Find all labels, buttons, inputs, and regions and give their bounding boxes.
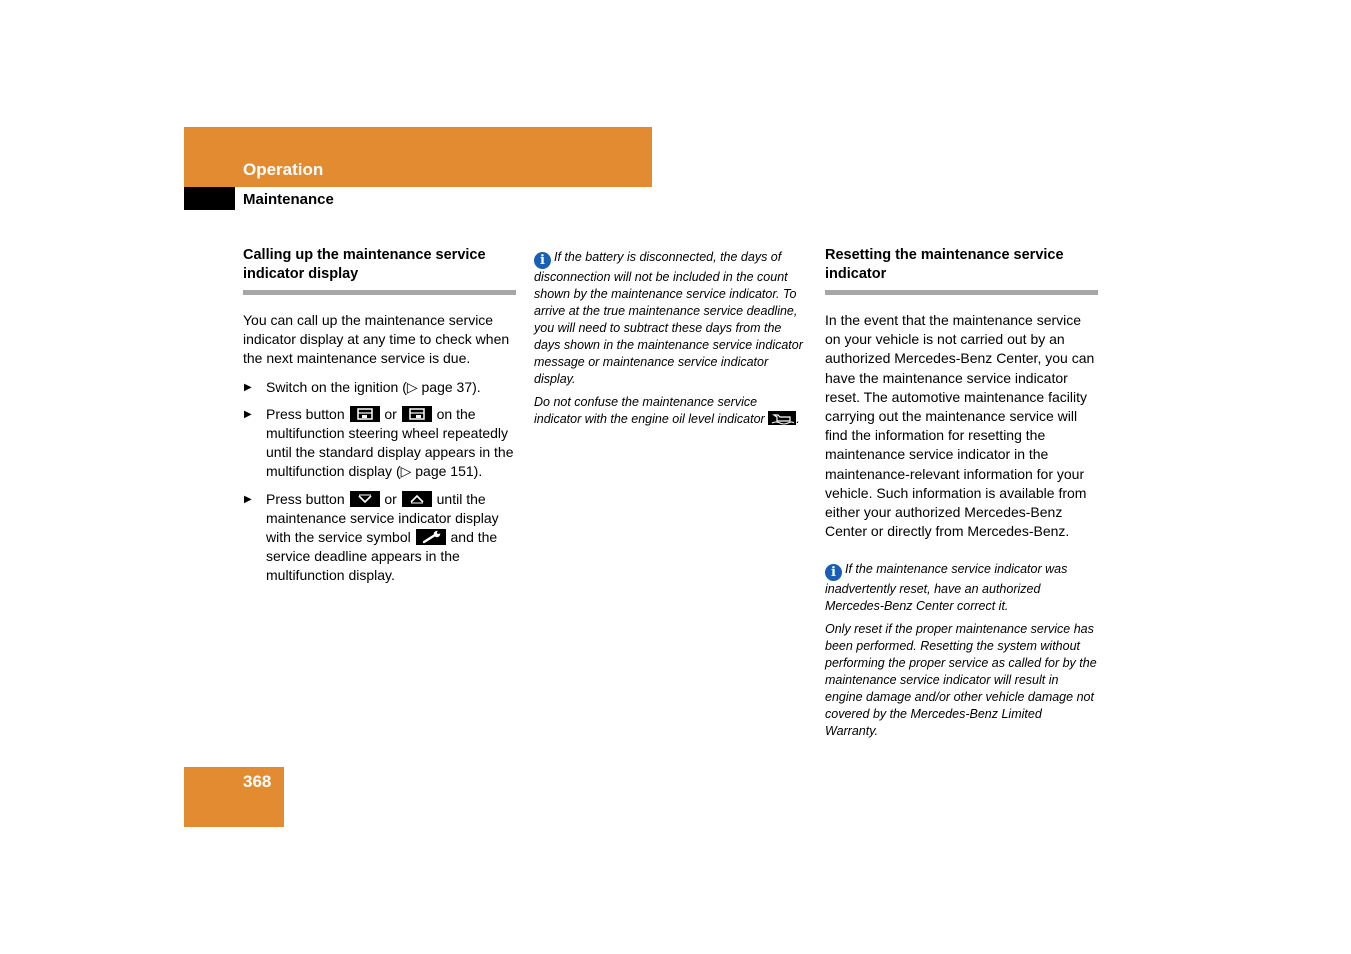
step-service-display [243,490,516,586]
resetting-heading: Resetting the maintenance service indicator [825,246,1098,295]
info-icon: i [825,564,842,581]
bullet-arrow-icon: ▶ [244,493,252,505]
oil-note-text: Do not confuse the maintenance service indicator with the engine oil level indicator [534,395,765,426]
calling-up-intro: You can call up the maintenance service indicator display at any time to check when the next maintenance service is due. [243,312,510,367]
step-text: Press button [266,405,345,422]
section-marker [184,187,235,210]
engine-oil-level-icon [768,411,796,425]
reset-warning-note: Only reset if the proper maintenance service has been performed. Resetting the system without performing the proper service as called for by the maintenance service indicator will result in engine damage and/or other vehicle damage not covered by the Mercedes-Benz Limited Warranty. [825,622,1097,739]
or-text: or [384,490,397,507]
section-title: Operation [243,160,324,179]
info-icon: i [534,252,551,269]
scroll-down-button-icon [350,491,380,507]
calling-up-heading: Calling up the maintenance service indicator display [243,246,516,295]
battery-note-text: If the battery is disconnected, the days of disconnection will not be included in the count shown by the maintenance service indicator. To arrive at the true maintenance service deadline, you will need to subtract these days from the days shown in the maintenance service indicator message or maintenance service indicator display. [534,250,803,386]
resetting-body: In the event that the maintenance service on your vehicle is not carried out by an authorized Mercedes-Benz Center, you can have the maintenance service indicator reset. The automotive maintenance facility carrying out the maintenance service will find the information for resetting the maintenance service indicator in the maintenance-relevant information for your vehicle. Such information is available from either your authorized Mercedes-Benz Center or directly from Mercedes-Benz. [825,312,1095,540]
bullet-arrow-icon: ▶ [244,381,252,393]
step-text: until the maintenance service indicator display with the service symbol [266,490,499,546]
scroll-up-button-icon [402,491,432,507]
or-text: or [384,405,397,422]
column-battery-note [534,249,806,428]
previous-display-button-icon [402,406,432,422]
column-calling-up [243,246,516,586]
step-press-buttons [243,405,516,482]
reset-info-note [825,561,1098,615]
step-list [243,378,516,586]
bullet-arrow-icon: ▶ [244,408,252,420]
page-number: 368 [243,772,272,791]
subsection-title: Maintenance [243,191,334,208]
next-display-button-icon [350,406,380,422]
reset-info-text: If the maintenance service indicator was inadvertently reset, have an authorized Mercedes-Benz Center correct it. [825,562,1068,614]
step-text: and the service deadline appears in the multifunction display. [266,529,498,584]
oil-note-end: . [796,412,800,426]
column-resetting [825,246,1098,740]
step-text: Press button [266,490,345,507]
step-ignition [243,378,516,397]
oil-indicator-note [534,394,806,428]
step-text: on the multifunction steering wheel repeatedly until the standard display appears in the multifunction display (▷ page 151). [266,405,514,480]
step-ignition-text: Switch on the ignition (▷ page 37). [266,378,481,395]
wrench-icon [416,529,446,545]
battery-note [534,249,806,388]
